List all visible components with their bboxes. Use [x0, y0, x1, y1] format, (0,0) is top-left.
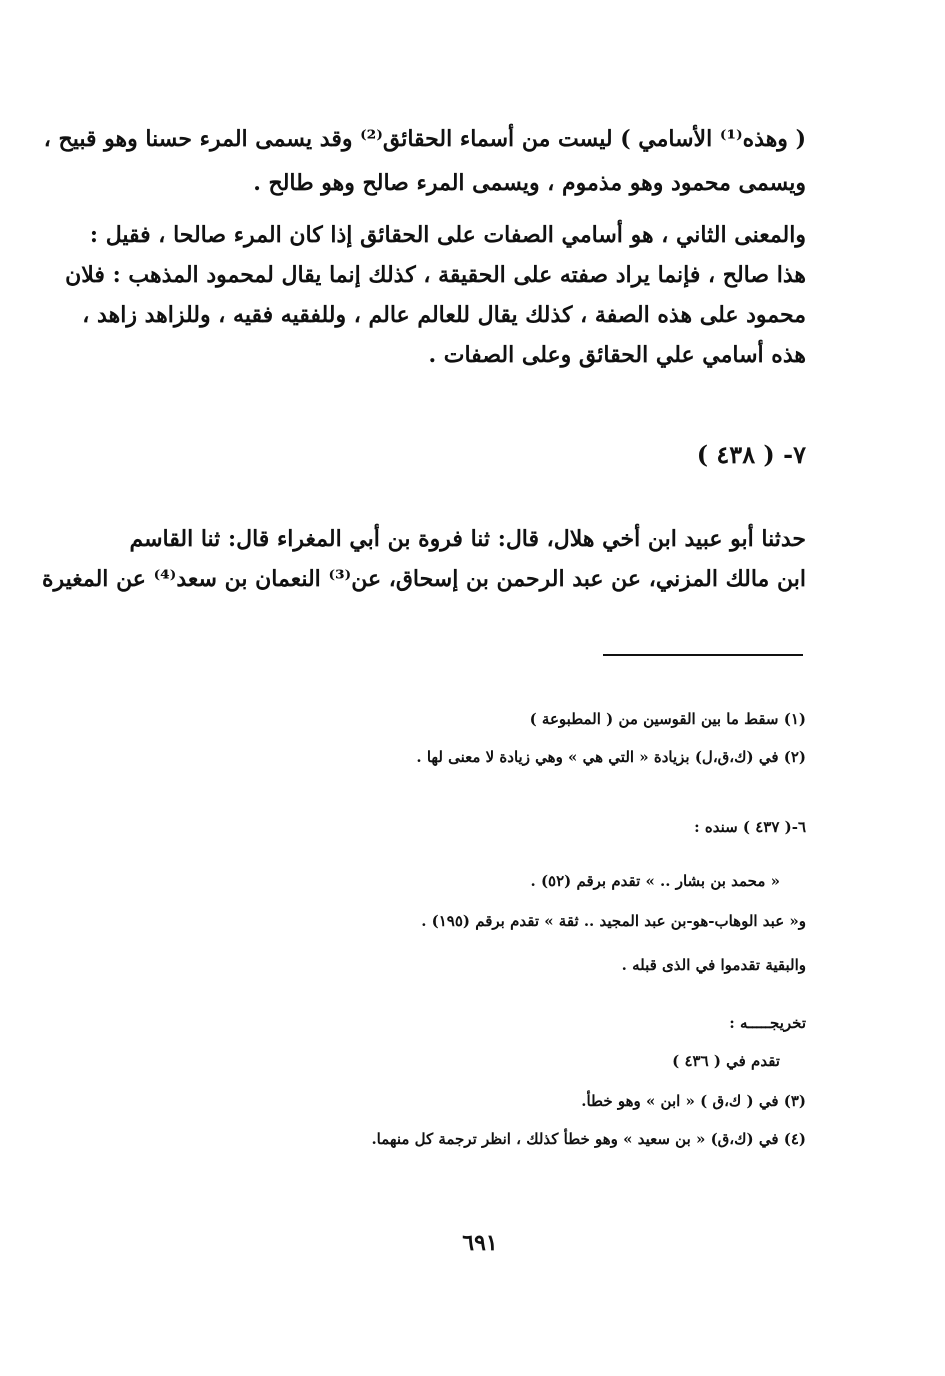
sanad-title: ٦-( ٤٣٧ ) سنده : — [694, 818, 806, 836]
footnote: (٤) في (ك،ق) « بن سعيد » وهو خطأ كذلك ، انظر ترجمة كل منهما. — [371, 1130, 806, 1148]
main-text-line: حدثنا أبو عبيد ابن أخي هلال، قال: ثنا فروة بن أبي المغراء قال: ثنا القاسم — [129, 526, 806, 552]
main-text-line: ابن مالك المزني، عن عبد الرحمن بن إسحاق، عن⁽³⁾ النعمان بن سعد⁽⁴⁾ عن المغيرة — [41, 566, 806, 592]
takhrij-line: تقدم في ( ٤٣٦ ) — [672, 1052, 780, 1070]
sanad-line: والبقية تقدموا في الذى قبله . — [621, 956, 806, 974]
main-text-line: ( وهذه⁽¹⁾ الأسامي ) ليست من أسماء الحقائق⁽²⁾ وقد يسمى المرء حسنا وهو قبيح ، — [43, 126, 806, 152]
main-text-line: ويسمى محمود وهو مذموم ، ويسمى المرء صالح وهو طالح . — [253, 170, 806, 196]
main-text-line: محمود على هذه الصفة ، كذلك يقال للعالم عالم ، وللفقيه فقيه ، وللزاهد زاهد ، — [82, 302, 806, 328]
footnote: (٢) في (ك،ق،ل) بزيادة « التي هي » وهي زيادة لا معنى لها . — [416, 748, 806, 766]
footnote: (٣) في ( ك،ق ) « ابن » وهو خطأ. — [581, 1092, 806, 1110]
sanad-line: و« عبد الوهاب-هو-بن عبد المجيد .. ثقة » تقدم برقم (١٩٥) . — [421, 912, 806, 930]
hadith-number-heading: ٧- ( ٤٣٨ ) — [696, 440, 806, 469]
takhrij-title: تخريجـــــه : — [729, 1014, 806, 1032]
sanad-line: « محمد بن بشار .. » تقدم برقم (٥٢) . — [530, 872, 780, 890]
page-number: ٦٩١ — [462, 1230, 498, 1256]
footnote: (١) سقط ما بين القوسين من ( المطبوعة ) — [529, 710, 806, 728]
main-text-line: هذه أسامي علي الحقائق وعلى الصفات . — [428, 342, 806, 368]
main-text-line: هذا صالح ، فإنما يراد صفته على الحقيقة ، كذلك إنما يقال لمحمود المذهب : فلان — [65, 262, 806, 288]
main-text-line: والمعنى الثاني ، هو أسامي الصفات على الحقائق إذا كان المرء صالحا ، فقيل : — [89, 222, 806, 248]
footnote-separator — [603, 654, 803, 656]
